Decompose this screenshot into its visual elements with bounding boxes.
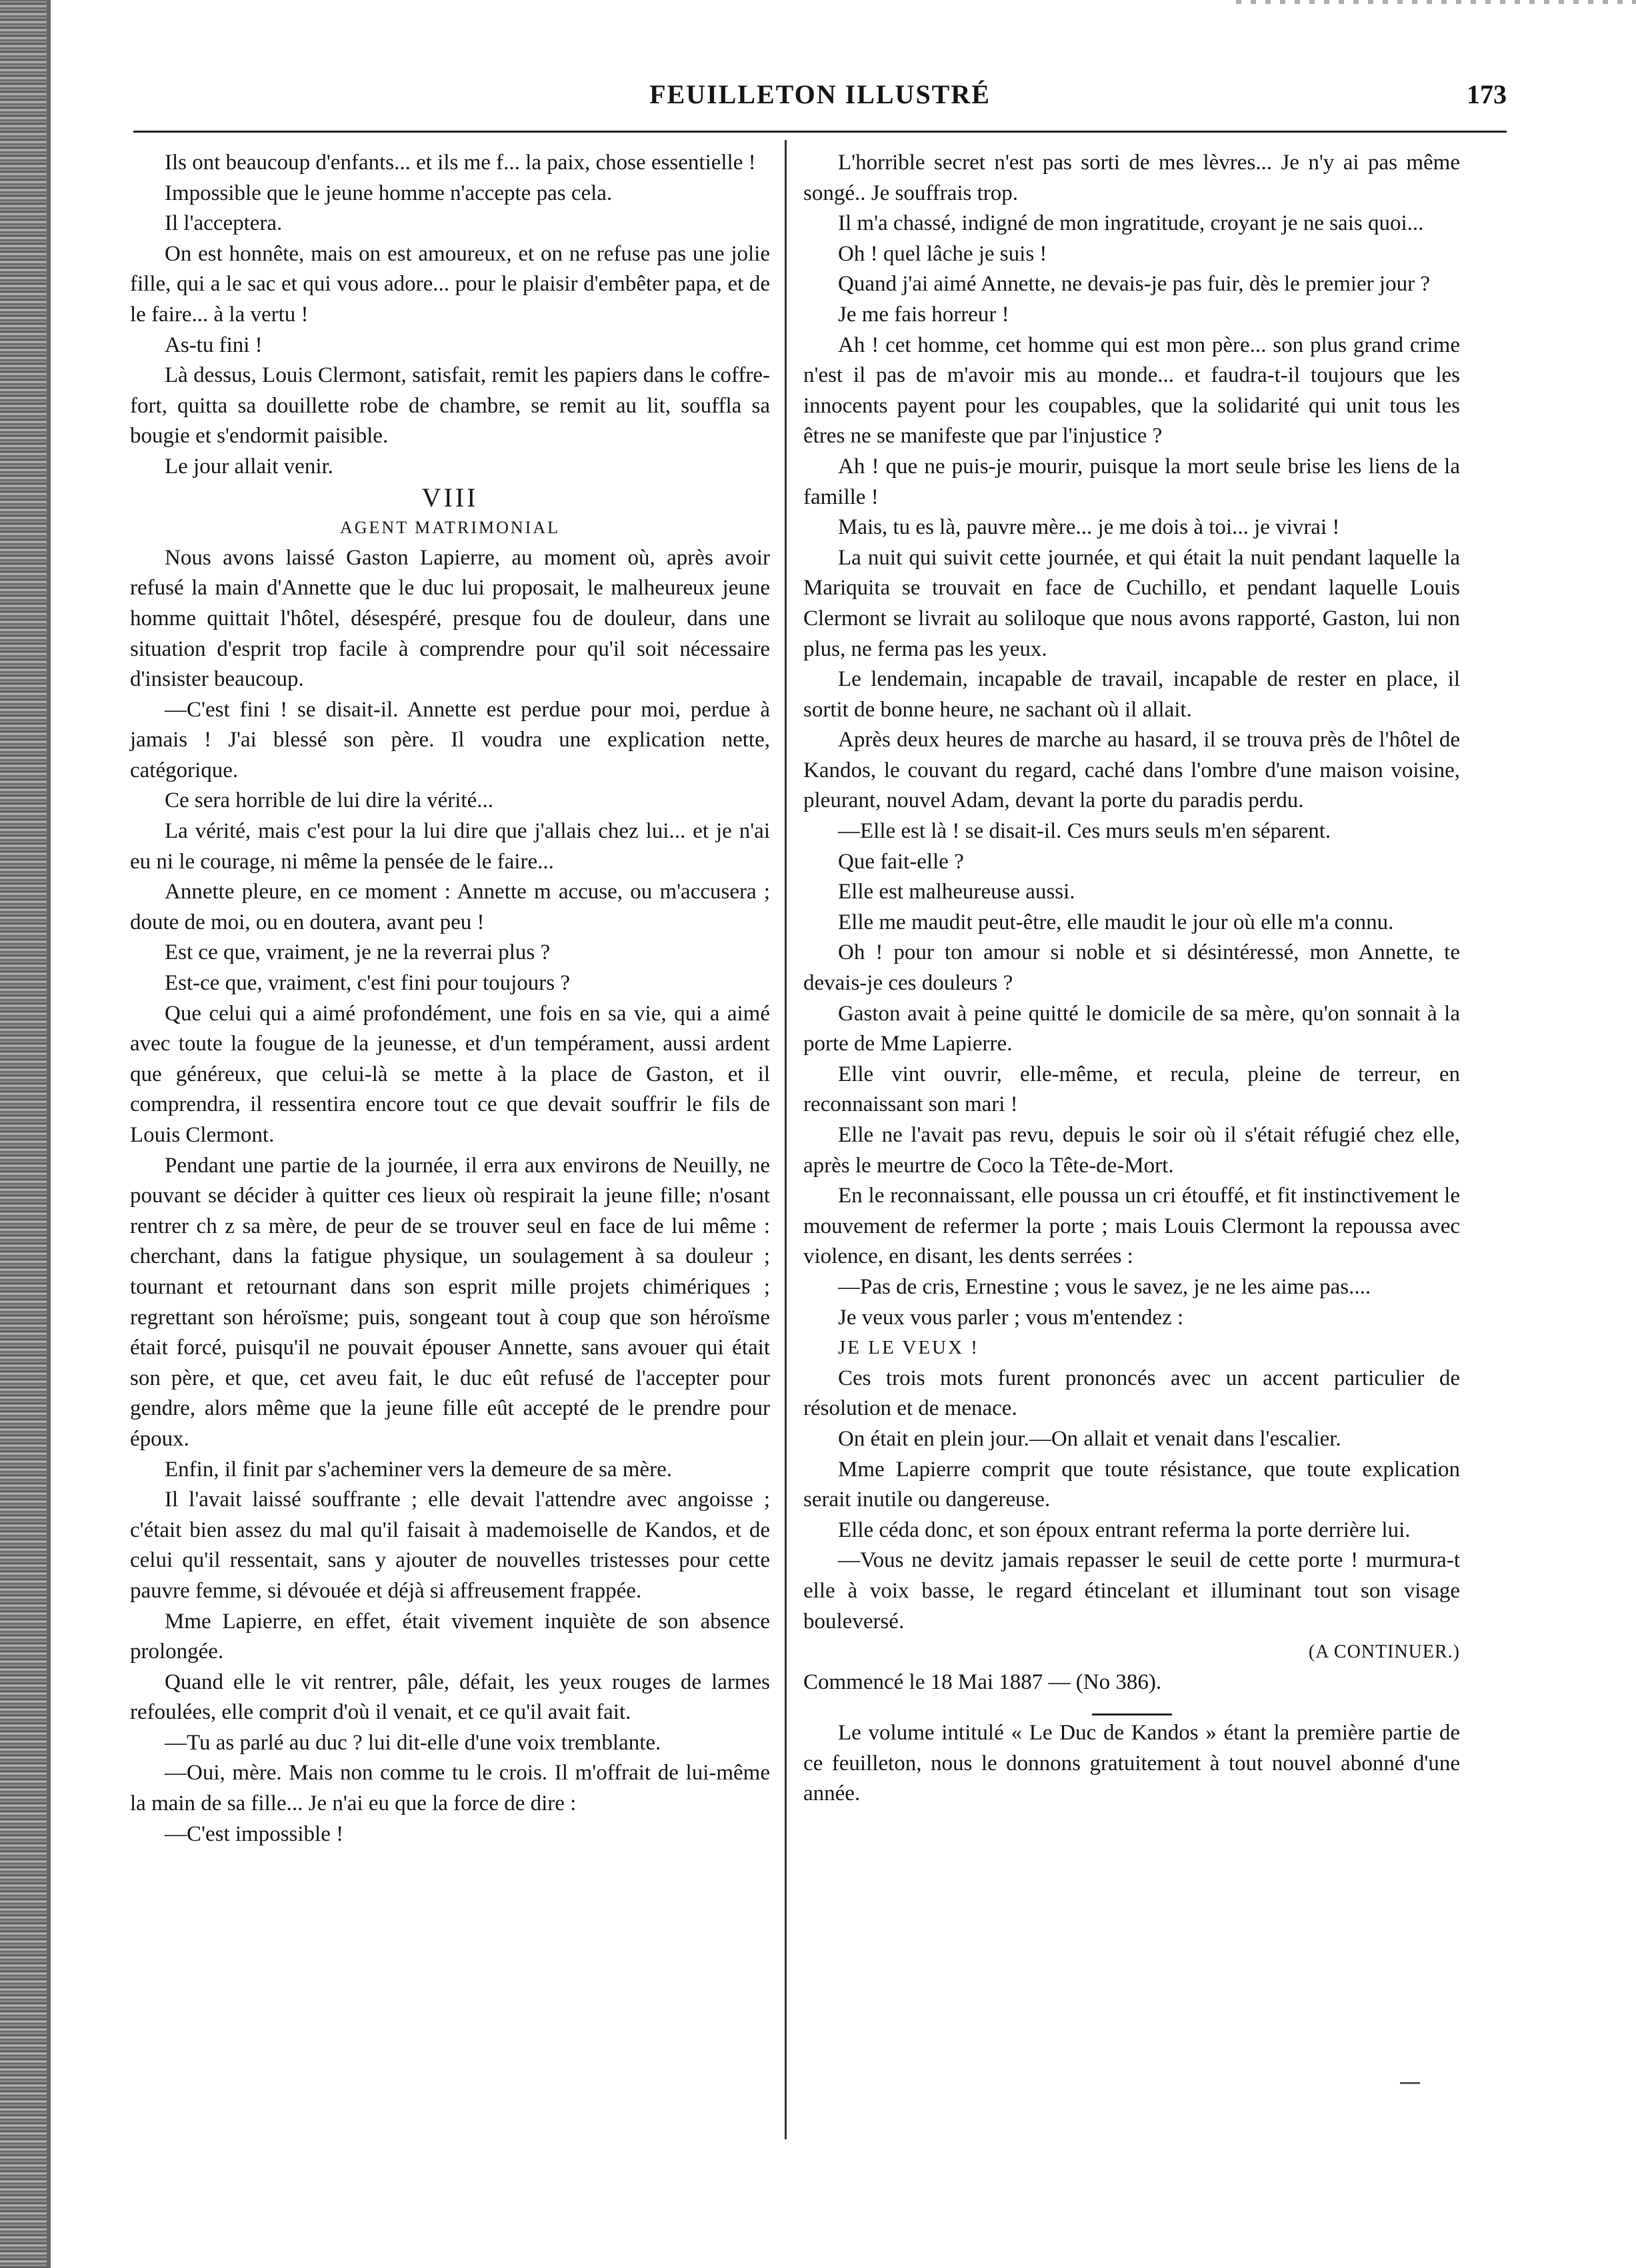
column-divider bbox=[785, 140, 787, 2139]
paragraph: Je me fais horreur ! bbox=[838, 302, 1009, 327]
paragraph: —Tu as parlé au duc ? lui dit-elle d'une voix tremblante. bbox=[165, 1730, 661, 1755]
started-note: Commencé le 18 Mai 1887 — (No 386). bbox=[803, 1670, 1162, 1694]
paragraph: Là dessus, Louis Clermont, satisfait, remit les papiers dans le coffre-fort, quitta sa douillette robe de chambre, se remit au lit, souffla sa bougie et s'endormit paisible. bbox=[130, 363, 770, 449]
paragraph: Mme Lapierre, en effet, était vivement inquiète de son absence prolongée. bbox=[130, 1609, 770, 1664]
paragraph: Mais, tu es là, pauvre mère... je me dois à toi... je vivrai ! bbox=[838, 515, 1340, 540]
paragraph: Ces trois mots furent prononcés avec un accent particulier de résolution et de menace. bbox=[803, 1366, 1460, 1421]
paragraph: Il m'a chassé, indigné de mon ingratitude, croyant je ne sais quoi... bbox=[838, 211, 1424, 236]
paragraph: —C'est impossible ! bbox=[165, 1821, 344, 1846]
paragraph: Est-ce que, vraiment, c'est fini pour toujours ? bbox=[165, 971, 571, 996]
paragraph: Gaston avait à peine quitté le domicile de sa mère, qu'on sonnait à la porte de Mme Lapierre. bbox=[803, 1001, 1460, 1056]
paragraph: Oh ! quel lâche je suis ! bbox=[838, 241, 1047, 266]
paragraph: Je veux vous parler ; vous m'entendez : bbox=[838, 1305, 1184, 1330]
paragraph: Annette pleure, en ce moment : Annette m accuse, ou m'accusera ; doute de moi, ou en doutera, avant peu ! bbox=[130, 880, 770, 934]
chapter-title: AGENT MATRIMONIAL bbox=[339, 518, 560, 538]
paragraph: Nous avons laissé Gaston Lapierre, au moment où, après avoir refusé la main d'Annette que le duc lui proposait, le malheureux jeune homme quittait l'hôtel, désespéré, presque fou de douleur, dans une situation d'esprit trop facile à comprendre pour qu'il soit nécessaire d'insister beaucoup. bbox=[130, 545, 770, 692]
paragraph: Elle vint ouvrir, elle-même, et recula, pleine de terreur, en reconnaissant son mari ! bbox=[803, 1062, 1460, 1117]
right-paragraphs-2 bbox=[803, 1364, 1460, 1637]
stray-mark bbox=[1400, 2082, 1420, 2084]
scan-speckle bbox=[1236, 0, 1636, 4]
footer-note: Le volume intitulé « Le Duc de Kandos » étant la première partie de ce feuilleton, nous le donnons gratuitement à tout nouvel abonné d'une année. bbox=[803, 1721, 1460, 1806]
paragraph: Ce sera horrible de lui dire la vérité... bbox=[165, 788, 493, 813]
binding-shadow bbox=[47, 0, 51, 2268]
paragraph: En le reconnaissant, elle poussa un cri étouffé, et fit instinctivement le mouvement de refermer la porte ; mais Louis Clermont la repoussa avec violence, en disant, les dents serrées : bbox=[803, 1184, 1460, 1269]
paragraph: Impossible que le jeune homme n'accepte pas cela. bbox=[165, 181, 613, 205]
paragraph: On était en plein jour.—On allait et venait dans l'escalier. bbox=[838, 1426, 1341, 1451]
paragraph: —C'est fini ! se disait-il. Annette est perdue pour moi, perdue à jamais ! J'ai blessé son père. Il voudra une explication nette, catégorique. bbox=[130, 697, 770, 782]
paragraph: Il l'acceptera. bbox=[165, 211, 283, 236]
emphasis-line: JE LE VEUX ! bbox=[838, 1337, 979, 1359]
paragraph: Oh ! pour ton amour si noble et si désintéressé, mon Annette, te devais-je ces douleurs ? bbox=[803, 940, 1460, 996]
paragraph: Il l'avait laissé souffrante ; elle devait l'attendre avec angoisse ; c'était bien assez du mal qu'il faisait à mademoiselle de Kandos, et de celui qu'il ressentait, sans y ajouter de nouvelles tristesses pour cette pauvre femme, si dévouée et déjà si affreusement frappée. bbox=[130, 1488, 770, 1603]
left-column bbox=[130, 148, 770, 1849]
paragraph: Quand elle le vit rentrer, pâle, défait, les yeux rouges de larmes refoulées, elle comprit d'où il venait, et ce qu'il avait fait. bbox=[130, 1670, 770, 1725]
page-header bbox=[133, 79, 1507, 119]
right-paragraphs bbox=[803, 148, 1460, 1333]
paragraph: Mme Lapierre comprit que toute résistance, que toute explication serait inutile ou dangereuse. bbox=[803, 1457, 1460, 1512]
paragraph: Est ce que, vraiment, je ne la reverrai plus ? bbox=[165, 940, 551, 965]
paragraph: Le lendemain, incapable de travail, incapable de rester en place, il sortit de bonne heure, ne sachant où il allait. bbox=[803, 667, 1460, 722]
paragraph: Ah ! que ne puis-je mourir, puisque la mort seule brise les liens de la famille ! bbox=[803, 454, 1460, 509]
paragraph: —Pas de cris, Ernestine ; vous le savez, je ne les aime pas.... bbox=[838, 1274, 1371, 1299]
paragraph: Elle céda donc, et son époux entrant referma la porte derrière lui. bbox=[838, 1518, 1411, 1542]
paragraph: Que fait-elle ? bbox=[838, 849, 964, 874]
paragraph: As-tu fini ! bbox=[165, 333, 263, 357]
to-be-continued: (A CONTINUER.) bbox=[1308, 1642, 1460, 1663]
footer-rule bbox=[1092, 1713, 1172, 1715]
paragraph: Ah ! cet homme, cet homme qui est mon père... son plus grand crime n'est il pas de m'avoir mis au monde... et faudra-t-il toujours que les innocents payent pour les coupables, que la solidarité qui unit tous les êtres ne se manifeste que par l'injustice ? bbox=[803, 333, 1460, 449]
paragraph: —Vous ne devitz jamais repasser le seuil de cette porte ! murmura-t elle à voix basse, le regard étincelant et illuminant tout son visage bouleversé. bbox=[803, 1548, 1460, 1634]
left-paragraphs-after bbox=[130, 543, 770, 1850]
paragraph: Elle est malheureuse aussi. bbox=[838, 880, 1075, 904]
running-title: FEUILLETON ILLUSTRÉ bbox=[649, 79, 991, 109]
paragraph: Elle me maudit peut-être, elle maudit le jour où elle m'a connu. bbox=[838, 910, 1394, 934]
paragraph: Ils ont beaucoup d'enfants... et ils me f... la paix, chose essentielle ! bbox=[165, 151, 756, 175]
paragraph: Pendant une partie de la journée, il erra aux environs de Neuilly, ne pouvant se décider à quitter ces lieux où respirait la jeune fille; n'osant rentrer ch z sa mère, de peur de se trouver seul en face de lui même : cherchant, dans la fatigue physique, un soulagement à sa douleur ; tournant et retournant dans son esprit mille projets chimériques ; regrettant son héroïsme; puis, songeant tout à coup que son héroïsme était forcé, puisqu'il ne pouvait épouser Annette, sans avouer qui était son père, et que, cet aveu fait, le duc eût refusé de l'accepter pour gendre, alors même que la jeune fille eût accepté de le prendre pour époux. bbox=[130, 1153, 770, 1451]
page-number: 173 bbox=[1467, 79, 1507, 109]
paragraph: —Oui, mère. Mais non comme tu le crois. Il m'offrait de lui-même la main de sa fille... Je n'ai eu que la force de dire : bbox=[130, 1761, 770, 1816]
paragraph: La vérité, mais c'est pour la lui dire que j'allais chez lui... et je n'ai eu ni le courage, ni même la pensée de le faire... bbox=[130, 819, 770, 874]
header-rule bbox=[133, 131, 1507, 133]
paragraph: Que celui qui a aimé profondément, une fois en sa vie, qui a aimé avec toute la fougue de la jeunesse, et d'un tempérament, aussi ardent que généreux, que celui-là se mette à la place de Gaston, et il comprendra, il ressentira encore tout ce que devait souffrir le fils de Louis Clermont. bbox=[130, 1001, 770, 1147]
page-binding-edge bbox=[0, 0, 47, 2268]
paragraph: Le jour allait venir. bbox=[165, 454, 333, 479]
paragraph: —Elle est là ! se disait-il. Ces murs seuls m'en séparent. bbox=[838, 819, 1331, 844]
paragraph: Enfin, il finit par s'acheminer vers la demeure de sa mère. bbox=[165, 1457, 672, 1482]
paragraph: La nuit qui suivit cette journée, et qui était la nuit pendant laquelle la Mariquita se trouvait en face de Cuchillo, et pendant laquelle Louis Clermont se livrait au soliloque que nous avons rapporté, Gaston, lui non plus, ne ferma pas les yeux. bbox=[803, 545, 1460, 661]
right-column bbox=[803, 148, 1460, 1809]
paragraph: On est honnête, mais on est amoureux, et on ne refuse pas une jolie fille, qui a le sac et qui vous adore... pour le plaisir d'embêter papa, et de le faire... à la vertu ! bbox=[130, 241, 770, 327]
left-paragraphs-before bbox=[130, 148, 770, 483]
paragraph: L'horrible secret n'est pas sorti de mes lèvres... Je n'y ai pas même songé.. Je souffrais trop. bbox=[803, 151, 1460, 205]
paragraph: Quand j'ai aimé Annette, ne devais-je pas fuir, dès le premier jour ? bbox=[838, 272, 1430, 297]
paragraph: Elle ne l'avait pas revu, depuis le soir où il s'était réfugié chez elle, après le meurtre de Coco la Tête-de-Mort. bbox=[803, 1123, 1460, 1178]
chapter-number: VIII bbox=[421, 482, 479, 513]
paragraph: Après deux heures de marche au hasard, il se trouva près de l'hôtel de Kandos, le couvant du regard, caché dans l'ombre d'une maison voisine, pleurant, nouvel Adam, devant la porte du paradis perdu. bbox=[803, 728, 1460, 813]
